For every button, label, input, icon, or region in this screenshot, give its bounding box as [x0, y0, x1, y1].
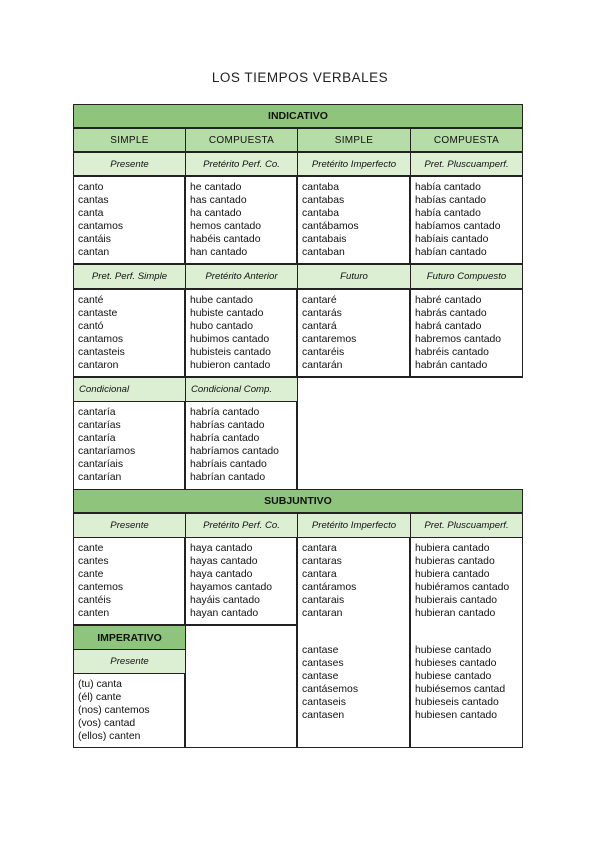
tense-condicional-comp: Condicional Comp.: [185, 377, 298, 402]
form-line: cantarais: [302, 595, 345, 606]
imp-forms-presente: [73, 673, 186, 748]
form-line: cantaron: [78, 360, 119, 371]
form-line: cantéis: [78, 595, 111, 606]
form-line: hubieron cantado: [190, 360, 271, 371]
form-line: hubo cantado: [190, 321, 253, 332]
form-line: habríamos cantado: [190, 446, 279, 457]
indicativo-header: INDICATIVO: [73, 104, 523, 128]
form-line: habíais cantado: [415, 234, 489, 245]
form-line: has cantado: [190, 195, 247, 206]
subheader-simple-1: SIMPLE: [73, 128, 186, 152]
subheader-simple-2: SIMPLE: [297, 128, 411, 152]
form-line: hayamos cantado: [190, 582, 273, 593]
form-line: cantará: [302, 321, 337, 332]
forms-preterito-imperfecto: [297, 176, 411, 265]
form-line: habré cantado: [415, 295, 482, 306]
form-line: habrá cantado: [415, 321, 482, 332]
form-line: cantaríais: [78, 459, 124, 470]
form-line: canten: [78, 608, 110, 619]
form-line: cantemos: [78, 582, 124, 593]
form-line: hayan cantado: [190, 608, 259, 619]
form-line: cantarás: [302, 308, 342, 319]
imperativo-header: IMPERATIVO: [73, 625, 186, 650]
form-line: cantáis: [78, 234, 111, 245]
form-line: cantaría: [78, 407, 116, 418]
form-line: hube cantado: [190, 295, 253, 306]
form-line: habréis cantado: [415, 347, 489, 358]
tense-presente: Presente: [73, 152, 186, 176]
subj-forms-preterito-imperfecto: [297, 537, 411, 748]
form-line: habéis cantado: [190, 234, 261, 245]
form-line: hubiéramos cantado: [415, 582, 510, 593]
form-line: hubieses cantado: [415, 658, 497, 669]
form-line: cantaré: [302, 295, 337, 306]
form-line: cantaba: [302, 208, 339, 219]
forms-condicional: [73, 401, 186, 490]
forms-pluscuamperfecto: [410, 176, 523, 265]
form-line: haya cantado: [190, 569, 253, 580]
tense-condicional: Condicional: [73, 377, 186, 402]
subheader-compuesta-2: COMPUESTA: [410, 128, 523, 152]
form-line: habría cantado: [190, 407, 260, 418]
form-line: habías cantado: [415, 195, 487, 206]
subheader-compuesta-1: COMPUESTA: [185, 128, 298, 152]
form-line: cantase: [302, 671, 339, 682]
forms-condicional-comp: [185, 401, 298, 490]
form-line: cantara: [302, 543, 337, 554]
subj-tense-presente: Presente: [73, 513, 186, 538]
form-line: cantara: [302, 569, 337, 580]
form-line: cantamos: [78, 334, 124, 345]
form-line: cantaran: [302, 608, 343, 619]
form-line: habrás cantado: [415, 308, 487, 319]
form-line: cantabais: [302, 234, 347, 245]
form-line: cantas: [78, 195, 109, 206]
subj-tense-preterito-imperfecto: Pretérito Imperfecto: [297, 513, 411, 538]
form-line: cantaría: [78, 433, 116, 444]
form-line: cantábamos: [302, 221, 359, 232]
page-title: LOS TIEMPOS VERBALES: [211, 70, 389, 85]
form-line: habían cantado: [415, 247, 487, 258]
forms-pret-perf-simple: [73, 289, 186, 378]
tense-preterito-anterior: Pretérito Anterior: [185, 264, 298, 289]
form-line: hubieseis cantado: [415, 697, 499, 708]
spacer: [415, 620, 518, 644]
form-line: cantó: [78, 321, 104, 332]
form-line: haya cantado: [190, 543, 253, 554]
form-line: (ellos) canten: [78, 731, 141, 742]
form-line: cantaseis: [302, 697, 346, 708]
form-line: cantaste: [78, 308, 118, 319]
form-line: hubimos cantado: [190, 334, 270, 345]
empty-cell: [185, 625, 298, 748]
form-line: (nos) cantemos: [78, 705, 150, 716]
form-line: cantes: [78, 556, 109, 567]
subj-tense-pluscuamperfecto: Pret. Pluscuamperf.: [410, 513, 523, 538]
tense-preterito-perf-co: Pretérito Perf. Co.: [185, 152, 298, 176]
form-line: cantaréis: [302, 347, 345, 358]
form-line: cantabas: [302, 195, 345, 206]
form-line: hemos cantado: [190, 221, 262, 232]
subj-tense-preterito-perf-co: Pretérito Perf. Co.: [185, 513, 298, 538]
form-line: cante: [78, 543, 104, 554]
form-line: hubiera cantado: [415, 569, 490, 580]
form-line: (tu) canta: [78, 679, 122, 690]
form-line: habíamos cantado: [415, 221, 501, 232]
form-line: canto: [78, 182, 104, 193]
form-line: cantásemos: [302, 684, 359, 695]
spacer: [302, 620, 405, 644]
form-line: habremos cantado: [415, 334, 502, 345]
form-line: habrán cantado: [415, 360, 488, 371]
form-line: hayas cantado: [190, 556, 258, 567]
form-line: cantan: [78, 247, 110, 258]
tense-futuro: Futuro: [297, 264, 411, 289]
form-line: han cantado: [190, 247, 248, 258]
form-line: cantasteis: [78, 347, 125, 358]
form-line: hubisteis cantado: [190, 347, 271, 358]
form-line: cantasen: [302, 710, 345, 721]
form-line: cantaríamos: [78, 446, 136, 457]
form-line: (vos) cantad: [78, 718, 136, 729]
form-line: cantaba: [302, 182, 339, 193]
form-line: hubieras cantado: [415, 556, 495, 567]
tense-pluscuamperfecto: Pret. Pluscuamperf.: [410, 152, 523, 176]
form-line: hubiésemos cantad: [415, 684, 506, 695]
form-line: habrías cantado: [190, 420, 265, 431]
form-line: habríais cantado: [190, 459, 267, 470]
form-line: hubiera cantado: [415, 543, 490, 554]
tense-pret-perf-simple: Pret. Perf. Simple: [73, 264, 186, 289]
form-line: cante: [78, 569, 104, 580]
forms-presente: [73, 176, 186, 265]
form-line: (él) cante: [78, 692, 122, 703]
form-line: cantarías: [78, 420, 121, 431]
tense-futuro-compuesto: Futuro Compuesto: [410, 264, 523, 289]
form-line: habría cantado: [190, 433, 260, 444]
form-line: cantase: [302, 645, 339, 656]
forms-futuro: [297, 289, 411, 378]
subj-forms-preterito-perf-co: [185, 537, 298, 626]
form-line: cantaras: [302, 556, 342, 567]
form-line: cantarían: [78, 472, 122, 483]
form-line: hubieran cantado: [415, 608, 496, 619]
imp-tense-presente: Presente: [73, 649, 186, 674]
form-line: habrían cantado: [190, 472, 266, 483]
form-line: ha cantado: [190, 208, 242, 219]
form-line: cantaremos: [302, 334, 357, 345]
form-line: cantáramos: [302, 582, 357, 593]
form-line: había cantado: [415, 208, 481, 219]
form-line: hubiese cantado: [415, 671, 492, 682]
form-line: hubierais cantado: [415, 595, 498, 606]
forms-preterito-anterior: [185, 289, 298, 378]
form-line: canta: [78, 208, 104, 219]
form-line: hubiste cantado: [190, 308, 264, 319]
form-line: cantases: [302, 658, 344, 669]
form-line: cantamos: [78, 221, 124, 232]
subj-forms-presente: [73, 537, 186, 626]
form-line: cantaban: [302, 247, 345, 258]
form-line: hubiese cantado: [415, 645, 492, 656]
forms-preterito-perf-co: [185, 176, 298, 265]
form-line: había cantado: [415, 182, 481, 193]
tense-preterito-imperfecto: Pretérito Imperfecto: [297, 152, 411, 176]
form-line: cantarán: [302, 360, 343, 371]
subjuntivo-header: SUBJUNTIVO: [73, 489, 523, 513]
form-line: he cantado: [190, 182, 242, 193]
forms-futuro-compuesto: [410, 289, 523, 378]
form-line: hayáis cantado: [190, 595, 260, 606]
subj-forms-pluscuamperfecto: [410, 537, 523, 748]
form-line: hubiesen cantado: [415, 710, 498, 721]
form-line: canté: [78, 295, 104, 306]
